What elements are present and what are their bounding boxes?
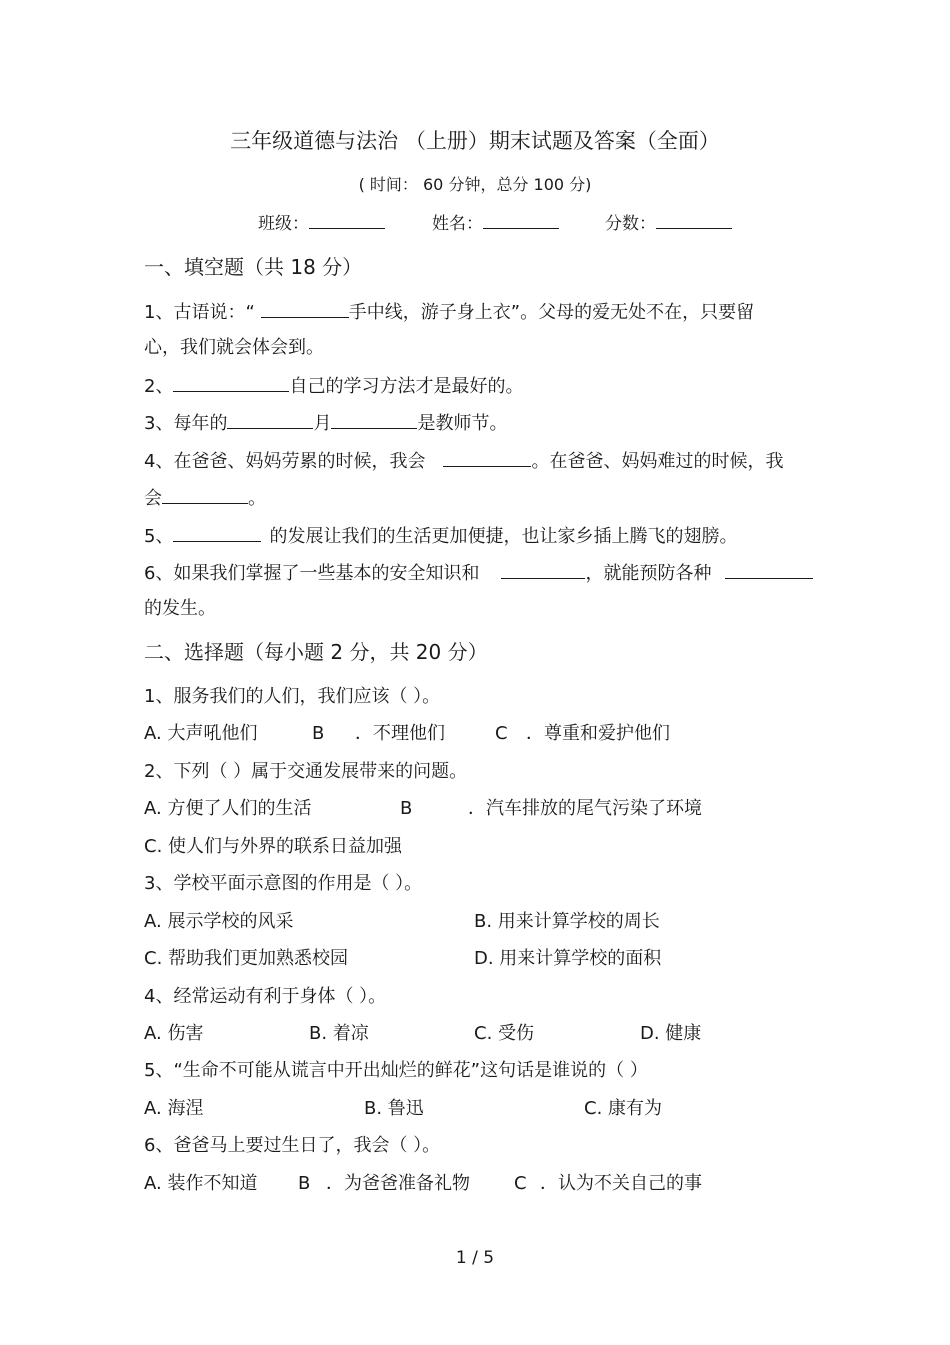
- page-number: 1 / 5: [455, 1248, 495, 1268]
- page-title: 三年级道德与法治 （上册）期末试题及答案（全面）: [230, 129, 720, 153]
- choice-6-option-a: A. 装作不知道: [144, 1173, 258, 1194]
- q6-text-a: 6、如果我们掌握了一些基本的安全知识和: [144, 563, 480, 584]
- choice-question-1: 1、服务我们的人们，我们应该（ ）。: [144, 686, 441, 707]
- choice-2-option-a: A. 方便了人们的生活: [144, 798, 312, 819]
- choice-5-option-a: A. 海涅: [144, 1098, 204, 1119]
- choice-6-option-b-letter: B: [298, 1173, 311, 1194]
- question-4-line-2: [144, 485, 266, 511]
- question-1-line-2: 心，我们就会体会到。: [144, 337, 324, 358]
- question-5: [144, 523, 737, 549]
- q4-blank-2: [162, 485, 248, 504]
- question-6-line-1: [144, 560, 813, 586]
- q2-text-a: 2、: [144, 376, 174, 397]
- q6-text-b: ，就能预防各种: [585, 563, 712, 584]
- q4-text-a: 4、在爸爸、妈妈劳累的时候，我会: [144, 451, 426, 472]
- q5-text-a: 5、: [144, 526, 174, 547]
- class-blank: [309, 210, 385, 229]
- q3-text-c: 是教师节。: [417, 413, 508, 434]
- q3-blank-month: [227, 410, 313, 429]
- choice-4-option-c: C. 受伤: [474, 1023, 535, 1044]
- choice-question-6: 6、爸爸马上要过生日了，我会（ ）。: [144, 1135, 441, 1156]
- score-field: [605, 210, 732, 236]
- q4-text-b: 。在爸爸、妈妈难过的时候，我: [531, 451, 784, 472]
- q3-blank-day: [331, 410, 417, 429]
- q2-text-b: 自己的学习方法才是最好的。: [289, 376, 524, 397]
- q1-blank: [261, 299, 349, 318]
- choice-3-option-d: D. 用来计算学校的面积: [474, 948, 662, 969]
- choice-5-option-c: C. 康有为: [584, 1098, 663, 1119]
- choice-4-option-a: A. 伤害: [144, 1023, 204, 1044]
- choice-2-option-c: C. 使人们与外界的联系日益加强: [144, 836, 403, 857]
- choice-4-option-d: D. 健康: [640, 1023, 702, 1044]
- choice-6-option-b: ．为爸爸准备礼物: [326, 1173, 470, 1194]
- class-label: 班级：: [258, 214, 309, 234]
- q4-text-c: 会: [144, 488, 162, 509]
- choice-1-option-c: ．尊重和爱护他们: [526, 723, 670, 744]
- q4-text-d: 。: [248, 488, 266, 509]
- choice-6-option-c: ．认为不关自己的事: [540, 1173, 702, 1194]
- choice-1-option-c-letter: C: [495, 723, 508, 744]
- q6-blank-2: [725, 560, 813, 579]
- question-1-line-1: [144, 299, 754, 325]
- choice-3-option-c: C. 帮助我们更加熟悉校园: [144, 948, 349, 969]
- choice-question-3: 3、学校平面示意图的作用是（ ）。: [144, 873, 423, 894]
- choice-3-option-b: B. 用来计算学校的周长: [474, 911, 660, 932]
- choice-4-option-b: B. 着凉: [309, 1023, 369, 1044]
- section-heading-choice: 二、选择题（每小题 2 分，共 20 分）: [144, 640, 488, 664]
- question-4-line-1: [144, 448, 783, 474]
- section-heading-fill-blank: 一、填空题（共 18 分）: [144, 255, 363, 279]
- name-label: 姓名：: [432, 214, 483, 234]
- question-3: [144, 410, 507, 436]
- q2-blank: [173, 373, 289, 392]
- choice-3-option-a: A. 展示学校的风采: [144, 911, 294, 932]
- q1-text-b: 手中线，游子身上衣”。父母的爱无处不在，只要留: [348, 302, 755, 323]
- choice-2-option-b-letter: B: [400, 798, 413, 819]
- choice-1-option-a: A. 大声吼他们: [144, 723, 258, 744]
- choice-6-option-c-letter: C: [514, 1173, 527, 1194]
- class-field: [258, 210, 385, 236]
- choice-question-2: 2、下列（ ）属于交通发展带来的问题。: [144, 761, 468, 782]
- score-label: 分数：: [605, 214, 656, 234]
- name-blank: [483, 210, 559, 229]
- q6-blank-1: [501, 560, 585, 579]
- choice-question-5: 5、“生命不可能从谎言中开出灿烂的鲜花”这句话是谁说的（ ）: [144, 1060, 648, 1081]
- q5-blank: [173, 523, 261, 542]
- question-2: [144, 373, 523, 399]
- q3-text-b: 月: [313, 413, 332, 434]
- name-field: [432, 210, 559, 236]
- q5-text-b: 的发展让我们的生活更加便捷，也让家乡插上腾飞的翅膀。: [269, 526, 738, 547]
- choice-2-option-b: ．汽车排放的尾气污染了环境: [468, 798, 702, 819]
- choice-question-4: 4、经常运动有利于身体（ ）。: [144, 986, 387, 1007]
- choice-5-option-b: B. 鲁迅: [364, 1098, 424, 1119]
- question-6-line-2: 的发生。: [144, 598, 216, 619]
- q4-blank-1: [443, 448, 531, 467]
- choice-1-option-b-letter: B: [312, 723, 325, 744]
- q1-text-a: 1、古语说：“: [144, 302, 255, 323]
- exam-time-info: ( 时间： 60 分钟，总分 100 分): [358, 175, 592, 194]
- choice-1-option-b: ．不理他们: [355, 723, 445, 744]
- score-blank: [656, 210, 732, 229]
- q3-text-a: 3、每年的: [144, 413, 228, 434]
